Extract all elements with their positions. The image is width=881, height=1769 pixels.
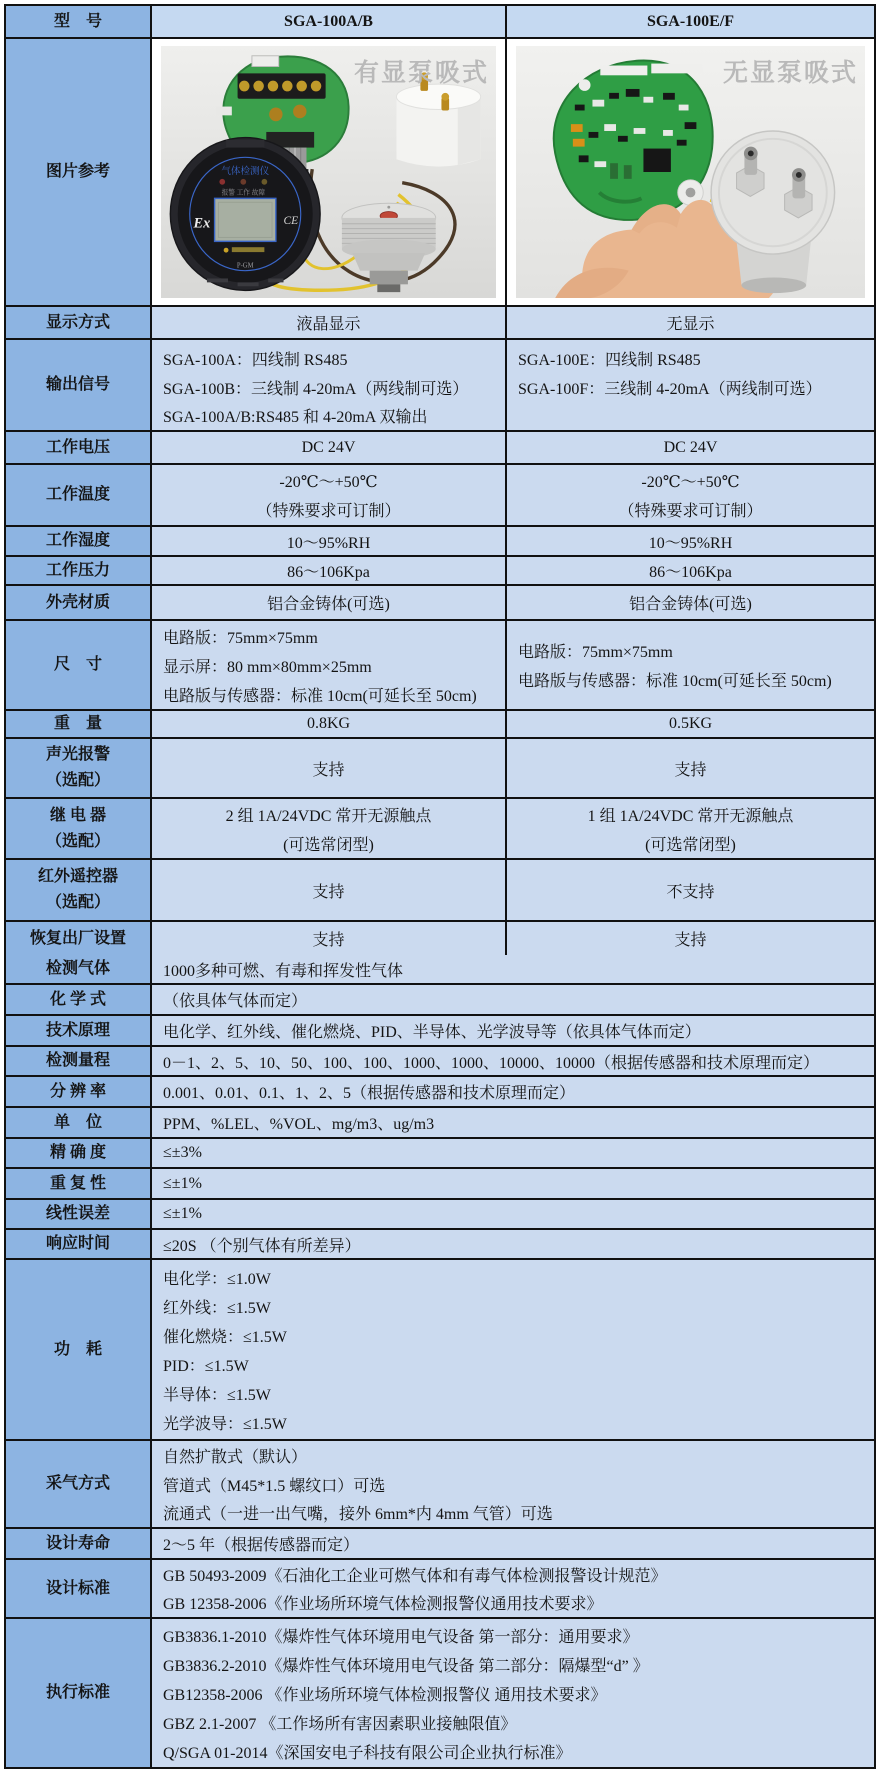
row-label (6, 340, 152, 430)
spec-row-full (6, 1619, 874, 1767)
row-value-cell (507, 340, 874, 430)
value-line: （依具体气体而定） (163, 993, 308, 1010)
row-label (6, 465, 152, 525)
value-line: 1 组 1A/24VDC 常开无源触点 (587, 807, 794, 825)
header-model-ef (507, 6, 874, 37)
header-model-label-text: 型 号 (53, 12, 102, 30)
row-label (6, 557, 152, 584)
value-line: 电路版与传感器：标准 10cm(可延长至 50cm) (163, 687, 477, 705)
row-value-cell (152, 1077, 874, 1106)
value-line: (可选常闭型) (283, 836, 374, 854)
value-line: GB12358-2006 《作业场所环境气体检测报警仪 通用技术要求》 (163, 1686, 607, 1704)
value-line: SGA-100A/B:RS485 和 4-20mA 双输出 (163, 409, 428, 427)
row-value-cell (507, 799, 874, 858)
row-label-text: 精 确 度 (49, 1144, 106, 1161)
row-value-cell (152, 799, 507, 858)
value-line: 支持 (312, 761, 345, 779)
header-model-ab-text: SGA-100A/B (284, 12, 373, 30)
row-value-cell (152, 1230, 874, 1258)
spec-row-full (6, 1139, 874, 1169)
row-value-cell (152, 557, 507, 584)
row-value-cell (152, 1108, 874, 1137)
value-line: 催化燃烧：≤1.5W (163, 1328, 287, 1346)
value-line: (可选常闭型) (645, 836, 736, 854)
value-line: 半导体：≤1.5W (163, 1386, 271, 1404)
row-label (6, 739, 152, 797)
spec-row-full (6, 1047, 874, 1077)
row-label (6, 307, 152, 338)
value-line: 支持 (312, 883, 345, 901)
row-label (6, 1260, 152, 1439)
header-model-ef-text: SGA-100E/F (646, 12, 735, 30)
value-line: GB 12358-2006《作业场所环境气体检测报警仪通用技术要求》 (163, 1596, 603, 1614)
value-line: 支持 (674, 761, 707, 779)
spec-row (6, 432, 874, 465)
row-label (6, 922, 152, 955)
row-label-text: 单 位 (53, 1113, 102, 1131)
row-label (6, 1169, 152, 1198)
spec-row-full (6, 1016, 874, 1047)
spec-row (6, 711, 874, 739)
value-line: 电路版与传感器：标准 10cm(可延长至 50cm) (518, 673, 832, 690)
row-value-cell (507, 860, 874, 920)
spec-row (6, 860, 874, 922)
row-value-cell (152, 739, 507, 797)
spec-row-full (6, 1230, 874, 1260)
spec-table (4, 4, 876, 1769)
row-label (6, 1108, 152, 1137)
row-label-text: 红外遥控器 (37, 868, 118, 885)
row-label-text: 响应时间 (45, 1235, 110, 1252)
row-value-cell (152, 1260, 874, 1439)
row-value-cell (152, 1200, 874, 1228)
value-line: 0.001、0.01、0.1、1、2、5（根据传感器和技术原理而定） (163, 1085, 576, 1102)
row-value-cell (507, 432, 874, 463)
value-line: 铝合金铸体(可选) (629, 596, 752, 613)
value-line: 管道式（M45*1.5 螺纹口）可选 (163, 1477, 386, 1495)
spec-row (6, 586, 874, 621)
row-label-subtext: （选配） (45, 832, 110, 850)
spec-row (6, 739, 874, 799)
row-label-text: 化 学 式 (49, 990, 106, 1008)
value-line: 铝合金铸体(可选) (267, 596, 390, 613)
value-line: SGA-100F：三线制 4-20mA（两线制可选） (518, 381, 822, 398)
spec-row-full (6, 1560, 874, 1619)
spec-rows (6, 307, 874, 955)
row-label (6, 1230, 152, 1258)
value-line: 流通式（一进一出气嘴，接外 6mm*内 4mm 气管）可选 (163, 1506, 553, 1524)
spec-row-full (6, 985, 874, 1016)
value-line: ≤20S （个别气体有所差异） (163, 1237, 361, 1255)
spec-row-full (6, 1529, 874, 1560)
row-label (6, 586, 152, 619)
row-value-cell (152, 465, 507, 525)
row-label (6, 860, 152, 920)
row-value-cell (152, 985, 874, 1014)
value-line: 液晶显示 (296, 316, 361, 333)
row-label-text: 输出信号 (45, 376, 110, 393)
row-value-cell (152, 955, 874, 983)
row-value-cell (152, 711, 507, 737)
value-line: 电化学：≤1.0W (163, 1270, 271, 1288)
value-line: GB 50493-2009《石油化工企业可燃气体和有毒气体检测报警设计规范》 (163, 1567, 667, 1585)
value-line: （特殊要求可订制） (618, 503, 763, 520)
svg-text:CE: CE (283, 213, 299, 227)
value-line: 支持 (312, 932, 345, 949)
value-line: 2 组 1A/24VDC 常开无源触点 (225, 807, 432, 825)
value-line: 电路版：75mm×75mm (163, 629, 318, 647)
image-row (6, 39, 874, 307)
photo-cell-sga100ab (152, 39, 507, 305)
spec-row (6, 799, 874, 860)
value-line: PPM、%LEL、%VOL、mg/m3、ug/m3 (163, 1116, 435, 1133)
row-value-cell (152, 621, 507, 709)
value-line: 无显示 (666, 316, 715, 333)
row-label (6, 711, 152, 737)
spec-row (6, 527, 874, 557)
row-label (6, 1047, 152, 1075)
row-label-text: 工作电压 (45, 438, 110, 456)
row-label-text: 继 电 器 (49, 806, 106, 824)
value-line: 显示屏：80 mm×80mm×25mm (163, 658, 372, 676)
value-line: GB3836.1-2010《爆炸性气体环境用电气设备 第一部分：通用要求》 (163, 1628, 639, 1646)
value-line: -20℃～+50℃ (641, 474, 740, 491)
spec-row-full (6, 955, 874, 985)
value-line: DC 24V (301, 438, 356, 456)
header-row (6, 6, 874, 39)
row-label (6, 1441, 152, 1527)
row-label-subtext: （选配） (45, 894, 110, 911)
value-line: 电路版：75mm×75mm (518, 644, 673, 661)
row-label (6, 1619, 152, 1767)
row-label (6, 432, 152, 463)
row-value-cell (507, 307, 874, 338)
row-label-text: 设计标准 (45, 1579, 110, 1597)
value-line: 光学波导：≤1.5W (163, 1415, 287, 1433)
row-label (6, 527, 152, 555)
spec-row (6, 307, 874, 340)
value-line: DC 24V (663, 438, 718, 456)
row-value-cell (152, 1169, 874, 1198)
value-line: 支持 (674, 932, 707, 949)
value-line: 不支持 (666, 883, 715, 901)
spec-row-full (6, 1200, 874, 1230)
spec-row-full (6, 1077, 874, 1108)
row-label (6, 1529, 152, 1558)
row-label-text: 设计寿命 (45, 1534, 110, 1552)
spec-row (6, 465, 874, 527)
row-value-cell (152, 1016, 874, 1045)
row-value-cell (152, 527, 507, 555)
value-line: SGA-100A：四线制 RS485 (163, 351, 348, 369)
value-line: SGA-100B：三线制 4-20mA（两线制可选） (163, 380, 469, 398)
row-value-cell (152, 1560, 874, 1617)
value-line: ≤±3% (163, 1144, 202, 1161)
row-label-text: 采气方式 (45, 1475, 110, 1492)
spec-row-full (6, 1260, 874, 1441)
header-model-label (6, 6, 152, 37)
row-label-text: 功 耗 (53, 1340, 102, 1358)
row-value-cell (152, 340, 507, 430)
header-model-ab (152, 6, 507, 37)
row-value-cell (152, 307, 507, 338)
row-label-text: 检测气体 (45, 960, 110, 977)
row-value-cell (152, 1139, 874, 1167)
row-label-text: 尺 寸 (53, 656, 102, 673)
full-rows (6, 955, 874, 1767)
gas-detector-head (170, 137, 321, 291)
row-value-cell (152, 1619, 874, 1767)
value-line: Q/SGA 01-2014《深国安电子科技有限公司企业执行标准》 (163, 1744, 572, 1762)
spec-row-full (6, 1108, 874, 1139)
value-line: -20℃～+50℃ (279, 474, 378, 491)
value-line: 86～106Kpa (649, 564, 732, 581)
spec-row (6, 340, 874, 432)
row-label-text: 检测量程 (45, 1052, 110, 1069)
spec-row (6, 621, 874, 711)
value-line: 电化学、红外线、催化燃烧、PID、半导体、光学波导等（依具体气体而定） (163, 1024, 701, 1041)
row-label-text: 技术原理 (45, 1021, 110, 1039)
svg-text:Ex: Ex (193, 215, 211, 232)
spec-row (6, 922, 874, 955)
row-label-text: 线性误差 (45, 1205, 110, 1222)
value-line: ≤±1% (163, 1174, 202, 1192)
row-value-cell (507, 465, 874, 525)
svg-text:报警 工作 故障: 报警 工作 故障 (221, 189, 266, 197)
svg-text:P-GM: P-GM (236, 262, 254, 270)
row-label-text: 声光报警 (45, 746, 110, 763)
row-label-text: 工作湿度 (45, 532, 110, 549)
row-label-text: 显示方式 (45, 313, 110, 331)
row-value-cell (152, 1441, 874, 1527)
row-label (6, 985, 152, 1014)
row-value-cell (507, 922, 874, 955)
watermark-pump-with-display: 有显泵吸式 (353, 60, 489, 87)
photo-cell-sga100ef (507, 39, 874, 305)
row-label-text: 分 辨 率 (49, 1082, 106, 1100)
value-line: ≤±1% (163, 1205, 202, 1222)
image-row-label (6, 39, 152, 305)
row-label (6, 1560, 152, 1617)
value-line: 10～95%RH (286, 534, 371, 552)
svg-text:气体检测仪: 气体检测仪 (221, 165, 270, 177)
row-label (6, 1200, 152, 1228)
row-value-cell (152, 860, 507, 920)
watermark-pump-no-display: 无显泵吸式 (722, 60, 858, 87)
value-line: 0.5KG (668, 715, 713, 732)
row-value-cell (507, 711, 874, 737)
value-line: PID：≤1.5W (163, 1357, 249, 1375)
value-line: 86～106Kpa (287, 564, 370, 581)
row-label-subtext: （选配） (45, 772, 110, 789)
row-label-text: 执行标准 (45, 1684, 110, 1701)
value-line: 自然扩散式（默认） (163, 1448, 308, 1466)
row-label (6, 1077, 152, 1106)
row-value-cell (152, 1529, 874, 1558)
row-value-cell (152, 432, 507, 463)
value-line: 10～95%RH (648, 534, 733, 552)
row-label-text: 重 量 (53, 715, 102, 732)
row-label (6, 1139, 152, 1167)
value-line: 红外线：≤1.5W (163, 1299, 271, 1317)
spec-row-full (6, 1169, 874, 1200)
value-line: 2～5 年（根据传感器而定） (163, 1537, 360, 1554)
row-label-text: 恢复出厂设置 (29, 929, 126, 947)
row-value-cell (152, 586, 507, 619)
pcb-board (554, 61, 713, 220)
image-row-label-text: 图片参考 (45, 163, 110, 180)
row-label (6, 799, 152, 858)
row-value-cell (507, 739, 874, 797)
value-line: （特殊要求可订制） (256, 503, 401, 520)
row-label (6, 621, 152, 709)
row-label-text: 工作压力 (45, 561, 110, 579)
spec-row-full (6, 1441, 874, 1529)
row-value-cell (152, 1047, 874, 1075)
row-label (6, 955, 152, 983)
row-value-cell (507, 557, 874, 584)
row-value-cell (507, 586, 874, 619)
value-line: 1000多种可燃、有毒和挥发性气体 (163, 962, 404, 980)
value-line: GB3836.2-2010《爆炸性气体环境用电气设备 第二部分：隔爆型“d” 》 (163, 1657, 649, 1675)
row-value-cell (507, 621, 874, 709)
value-line: 0.8KG (306, 715, 351, 732)
spec-row (6, 557, 874, 586)
row-label-text: 外壳材质 (45, 593, 110, 611)
row-value-cell (152, 922, 507, 955)
row-label-text: 工作温度 (45, 486, 110, 503)
row-label (6, 1016, 152, 1045)
row-label-text: 重 复 性 (49, 1174, 106, 1192)
value-line: 0－1、2、5、10、50、100、100、1000、1000、10000、10000（根据传感器和技术原理而定） (163, 1054, 820, 1072)
value-line: SGA-100E：四线制 RS485 (518, 352, 701, 369)
row-value-cell (507, 527, 874, 555)
value-line: GBZ 2.1-2007 《工作场所有害因素职业接触限值》 (163, 1715, 517, 1733)
